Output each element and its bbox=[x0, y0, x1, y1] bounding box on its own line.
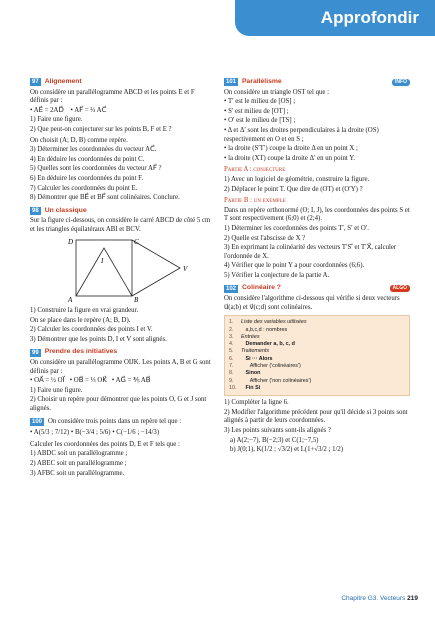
relation-1: • OA⃗ = ½ OI⃗ bbox=[30, 377, 65, 385]
question: 4) En déduire les coordonnées du point C. bbox=[30, 155, 145, 163]
question: 2) Choisir un repère pour démontrer que les points O, G et J sont alignés. bbox=[30, 396, 207, 413]
question: 3) Déterminer les coordonnées du vecteur AC⃗. bbox=[30, 146, 157, 154]
part-b-title: Partie B : un exemple bbox=[224, 197, 286, 205]
question: 2) ABEC soit un parallélogramme ; bbox=[30, 460, 127, 467]
code-line: 9. Afficher ('non colinéaires') bbox=[229, 377, 312, 384]
relation-2: • OB⃗ = ⅓ OK⃗ bbox=[69, 377, 107, 385]
exercise-intro: On considère trois points dans un repère tel que : bbox=[48, 417, 182, 425]
question: 3) Démontrer que les points D, I et V sont alignés. bbox=[30, 335, 167, 343]
question: 5) Quelles sont les coordonnées du vecteur AF⃗ ? bbox=[30, 165, 162, 173]
bullet: • la droite (XT) coupe la droite Δ′ en un point Y. bbox=[224, 154, 355, 162]
exercise-intro: On considère un parallélogramme ABCD et les points E et F définis par : bbox=[30, 88, 195, 105]
question: 1) ABDC soit un parallélogramme ; bbox=[30, 450, 128, 458]
basis-text: On se place dans le repère (A; B, D). bbox=[30, 316, 131, 324]
bullet: • la droite (S′T′) coupe la droite Δ en un point X ; bbox=[224, 145, 358, 153]
exercise-intro: Sur la figure ci-dessous, on considère le carré ABCD de côté 5 cm et les triangles équilatéraux ABI et BCV. bbox=[30, 217, 211, 233]
page-number: 219 bbox=[407, 595, 418, 602]
label-a: A bbox=[68, 295, 73, 304]
chapter-banner bbox=[235, 0, 435, 36]
question: 1) Faire une figure. bbox=[30, 386, 83, 394]
code-line: 2. a,b,c,d : nombres bbox=[229, 326, 288, 333]
exercise-intro: On considère un triangle OST tel que : bbox=[224, 88, 330, 96]
code-line: 10. Fin Si bbox=[229, 384, 261, 391]
code-line: 5. Traitements bbox=[229, 348, 270, 355]
question: 8) Démontrer que BE⃗ et BF⃗ sont colinéaires. Conclure. bbox=[30, 194, 180, 202]
square-figure bbox=[30, 236, 214, 304]
question: 1) Faire une figure. bbox=[30, 116, 83, 124]
exercise-102 bbox=[224, 284, 410, 454]
question: 2) Déplacer le point T. Que dire de (OT) et (O′Y) ? bbox=[224, 185, 363, 193]
exercise-97 bbox=[30, 78, 214, 203]
question: 1) Déterminer les coordonnées des points T′, S′ et O′. bbox=[224, 224, 369, 232]
exercise-number: 102 bbox=[226, 285, 237, 292]
label-c: C bbox=[134, 237, 139, 246]
exercise-title: Un classique bbox=[44, 206, 87, 214]
chapter-name: Vecteurs bbox=[380, 595, 406, 602]
code-line: 3. Entrées bbox=[229, 333, 260, 340]
exercise-title: Parallélisme bbox=[242, 78, 282, 85]
relation-1: • AE⃗ = 2AD⃗ bbox=[30, 106, 64, 114]
label-v: V bbox=[183, 264, 188, 273]
label-b: B bbox=[134, 295, 139, 304]
question: 2) Que peut-on conjecturer sur les points B, F et E ? bbox=[30, 125, 172, 133]
exercise-intro: On considère un parallélogramme OIJK. Les points A, B et G sont définis par : bbox=[30, 359, 211, 375]
exercise-100 bbox=[30, 418, 214, 479]
exercise-98 bbox=[30, 207, 214, 345]
exercise-title: Colinéaire ? bbox=[242, 284, 281, 292]
exercise-number: 101 bbox=[226, 79, 237, 86]
exercise-intro: On considère l'algorithme ci-dessous qui vérifie si deux vecteurs u⃗(a;b) et v⃗(c;d) sont colinéaires. bbox=[224, 295, 400, 311]
chapter-label: Chapitre G3. bbox=[341, 595, 379, 602]
page-footer bbox=[318, 595, 418, 602]
bullet: • O′ est le milieu de [TS] ; bbox=[224, 117, 296, 125]
bullet: • Δ et Δ′ sont les droites perpendiculaires à la droite (OS) respectivement en O et en S ; bbox=[224, 126, 379, 143]
exercise-99 bbox=[30, 348, 214, 413]
bullet: • S′ est milieu de [OT] ; bbox=[224, 107, 289, 115]
right-column bbox=[224, 78, 410, 459]
question: 6) En déduire les coordonnées du point F. bbox=[30, 174, 144, 182]
code-line: 7. Afficher ('colinéaires') bbox=[229, 363, 301, 370]
question: 3) Les points suivants sont-ils alignés ? bbox=[224, 427, 331, 434]
exercise-number: 97 bbox=[32, 79, 39, 86]
exercise-number: 100 bbox=[32, 418, 43, 425]
algo-badge: ALGO bbox=[390, 285, 410, 292]
points-list: • A(5/3 ; 7/12) • B(−3/4 ; 5/6) • C(−1/6 ; −14/3) bbox=[30, 429, 160, 437]
label-i: I bbox=[101, 256, 104, 265]
exercise-101 bbox=[224, 78, 410, 280]
question: 3) En exprimant la colinéarité des vecteurs T′S′⃗ et T′X⃗, calculer l'ordonnée de X. bbox=[224, 244, 397, 260]
question: a) A(2;−7), B(−2;3) et C(1;−7,5) bbox=[230, 436, 319, 444]
question: 2) Calculer les coordonnées des points I et V. bbox=[30, 326, 153, 334]
algorithm-box bbox=[224, 315, 410, 396]
relation-2: • AF⃗ = ⅔ AC⃗ bbox=[70, 106, 107, 114]
exercise-number: 99 bbox=[32, 349, 39, 356]
banner-title: Approfondir bbox=[320, 8, 419, 27]
left-column bbox=[30, 78, 214, 482]
code-line: 6. Si ··· Alors bbox=[229, 355, 273, 362]
question: 1) Construire la figure en vrai grandeur. bbox=[30, 307, 139, 315]
info-badge: INFO bbox=[392, 79, 410, 86]
question: 2) Modifier l'algorithme précédent pour qu'il décide si 3 points sont alignés à partir de leurs coordonnées. bbox=[224, 408, 408, 425]
triangle-abi bbox=[76, 248, 132, 296]
bullet: • T′ est le milieu de [OS] ; bbox=[224, 98, 296, 106]
part-a-title: Partie A : conjecture bbox=[224, 166, 286, 174]
question: 4) Vérifier que le point Y a pour coordonnées (6;6). bbox=[224, 262, 365, 270]
question: 1) Avec un logiciel de géométrie, construire la figure. bbox=[224, 175, 370, 183]
basis-text: On choisit (A; D, B) comme repère. bbox=[30, 136, 128, 144]
relations bbox=[30, 377, 214, 386]
code-line: 4. Demander a, b, c, d bbox=[229, 341, 295, 348]
code-line: 8. Sinon bbox=[229, 370, 261, 377]
code-line: 1. Liste des variables utilisées bbox=[229, 319, 307, 326]
part-b-intro: Dans un repère orthonormé (O; I, J), les coordonnées des points S et T sont respectivement (6;0) et (2;4). bbox=[224, 206, 410, 223]
exercise-ask: Calculer les coordonnées des points D, E et F tels que : bbox=[30, 440, 180, 448]
label-d: D bbox=[68, 237, 74, 246]
triangle-bcv bbox=[132, 237, 180, 296]
exercise-number: 98 bbox=[32, 208, 39, 215]
exercise-title: Alignement bbox=[44, 78, 82, 85]
relation bbox=[30, 107, 214, 116]
question: 7) Calculer les coordonnées du point E. bbox=[30, 184, 138, 192]
question: b) J(0;1), K(1/2 ; √3/2) et L(1+√3/2 ; 1/2) bbox=[230, 446, 344, 454]
question: 2) Quelle est l'abscisse de X ? bbox=[224, 234, 306, 242]
question: 5) Vérifier la conjecture de la partie A. bbox=[224, 271, 330, 279]
exercise-title: Prendre des initiatives bbox=[44, 348, 118, 356]
question: 3) AFBC soit un parallélogramme. bbox=[30, 469, 125, 477]
question: 1) Compléter la ligne 6. bbox=[224, 399, 289, 407]
relation-3: • AG⃗ = ⅗ AB⃗ bbox=[111, 377, 151, 385]
